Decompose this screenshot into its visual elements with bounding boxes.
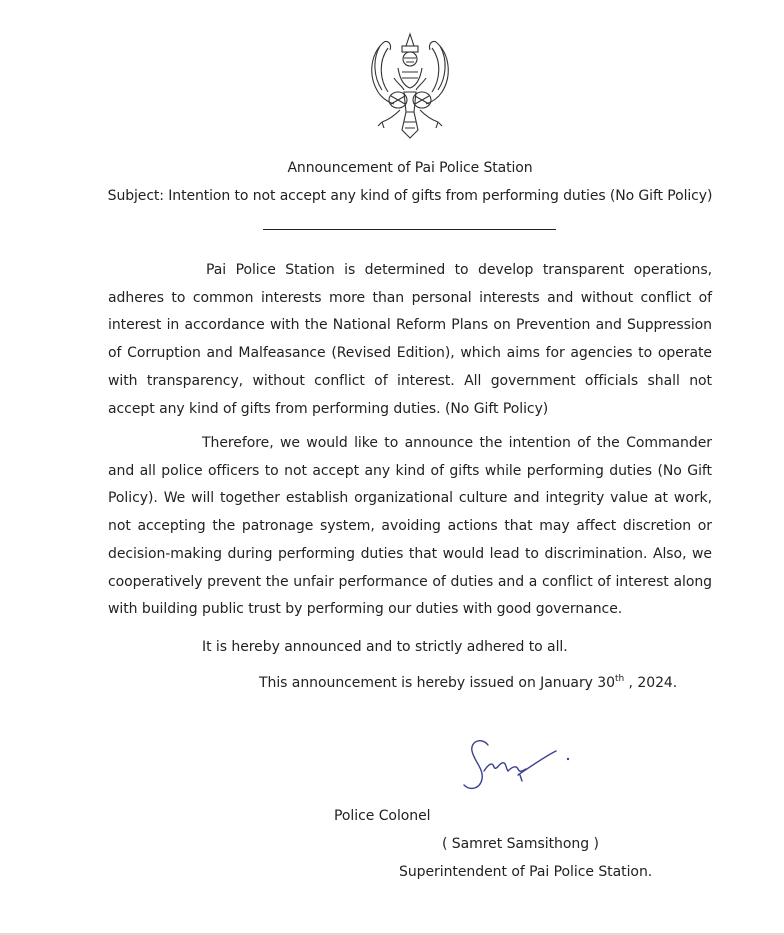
ordinal-suffix: th <box>615 674 625 684</box>
divider-line <box>263 229 556 230</box>
issue-date-prefix: This announcement is hereby issued on January 30 <box>259 675 616 691</box>
issue-date-suffix: , 2024. <box>624 675 678 691</box>
signatory-rank: Police Colonel <box>334 808 431 824</box>
garuda-emblem-icon <box>364 28 456 142</box>
handwritten-signature <box>460 735 575 795</box>
closing-statement: It is hereby announced and to strictly adhered to all. <box>202 639 568 655</box>
paragraph-text: Pai Police Station is determined to develop transparent operations, adheres to common interests more than personal interests and without conflict of interest in accordance with the National Reform Plans on Prevention and Suppression of Corruption and Malfeasance (Revised Edition), which aims for agencies to operate with transparency, without conflict of interest. All government officials shall not accept any kind of gifts from performing duties. (No Gift Policy) <box>108 262 712 417</box>
signatory-name: ( Samret Samsithong ) <box>442 836 599 852</box>
announcement-title: Announcement of Pai Police Station <box>287 160 533 176</box>
announcement-subject: Subject: Intention to not accept any kind of gifts from performing duties (No Gift Policy) <box>107 188 713 204</box>
body-paragraph <box>108 257 712 423</box>
issue-date-line <box>259 675 677 691</box>
signatory-position: Superintendent of Pai Police Station. <box>399 864 653 880</box>
body-paragraph <box>108 430 712 624</box>
paragraph-text: Therefore, we would like to announce the intention of the Commander and all police officers to not accept any kind of gifts while performing duties (No Gift Policy). We will together establish organizational culture and integrity value at work, not accepting the patronage system, avoiding actions that may affect discretion or decision-making during performing duties that would lead to discrimination. Also, we cooperatively prevent the unfair performance of duties and a conflict of interest along with building public trust by performing our duties with good governance. <box>108 435 712 618</box>
